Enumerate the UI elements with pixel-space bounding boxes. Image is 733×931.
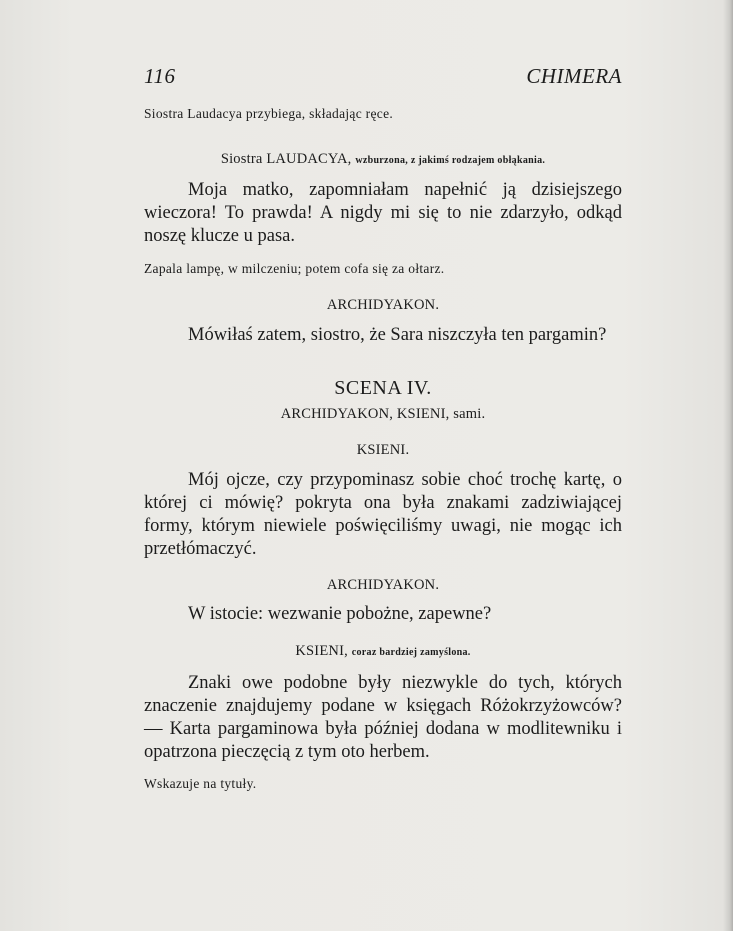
speaker-heading bbox=[144, 151, 622, 168]
scene-characters: ARCHIDYAKON, KSIENI, sami. bbox=[280, 406, 486, 422]
scene-title: SCENA IV. bbox=[334, 377, 432, 399]
speaker-direction: coraz bardziej zamyślona. bbox=[351, 647, 471, 658]
speech-paragraph: Znaki owe podobne były niezwykle do tych, których znaczenie znajdujemy podane w księgach Różokrzyżowców? — Karta pargaminowa była później dodana w modlitewniku i opatrzona pieczęcią z tym oto herbem. bbox=[144, 673, 622, 762]
page-text bbox=[144, 104, 622, 794]
speaker-heading bbox=[144, 577, 622, 594]
speaker-heading bbox=[144, 643, 622, 660]
speaker-direction: wzburzona, z jakimś rodzajem obłąkania. bbox=[355, 155, 546, 166]
page-number: 116 bbox=[144, 64, 176, 88]
speaker-name: KSIENI, bbox=[295, 643, 348, 659]
speaker-name: Siostra LAUDACYA, bbox=[220, 151, 352, 167]
speech-paragraph: W istocie: wezwanie pobożne, zapewne? bbox=[188, 604, 492, 624]
running-title: CHIMERA bbox=[526, 64, 622, 88]
page-gutter-shadow bbox=[723, 0, 733, 931]
speech-paragraph: Mówiłaś zatem, siostro, że Sara niszczyła ten pargamin? bbox=[188, 325, 607, 345]
speaker-name: ARCHIDYAKON. bbox=[326, 297, 440, 313]
stage-direction: Wskazuje na tytuły. bbox=[144, 776, 257, 791]
stage-direction: Siostra Laudacya przybiega, składając ręce. bbox=[144, 106, 394, 121]
speaker-name: ARCHIDYAKON. bbox=[326, 577, 440, 593]
speaker-heading bbox=[144, 442, 622, 459]
speaker-name: KSIENI. bbox=[356, 442, 410, 458]
running-header bbox=[144, 64, 622, 89]
stage-direction: Zapala lampę, w milczeniu; potem cofa się za ołtarz. bbox=[144, 261, 445, 276]
speech-paragraph: Moja matko, zapomniałam napełnić ją dzisiejszego wieczora! To prawda! A nigdy mi się to nie zdarzyło, odkąd noszę klucze u pasa. bbox=[144, 180, 622, 246]
speech-paragraph: Mój ojcze, czy przypominasz sobie choć trochę kartę, o której ci mówię? pokryta ona była znakami zadziwiającej formy, którym niewiele poświęciliśmy uwagi, nie mogąc ich przetłómaczyć. bbox=[144, 470, 622, 559]
speaker-heading bbox=[144, 297, 622, 314]
